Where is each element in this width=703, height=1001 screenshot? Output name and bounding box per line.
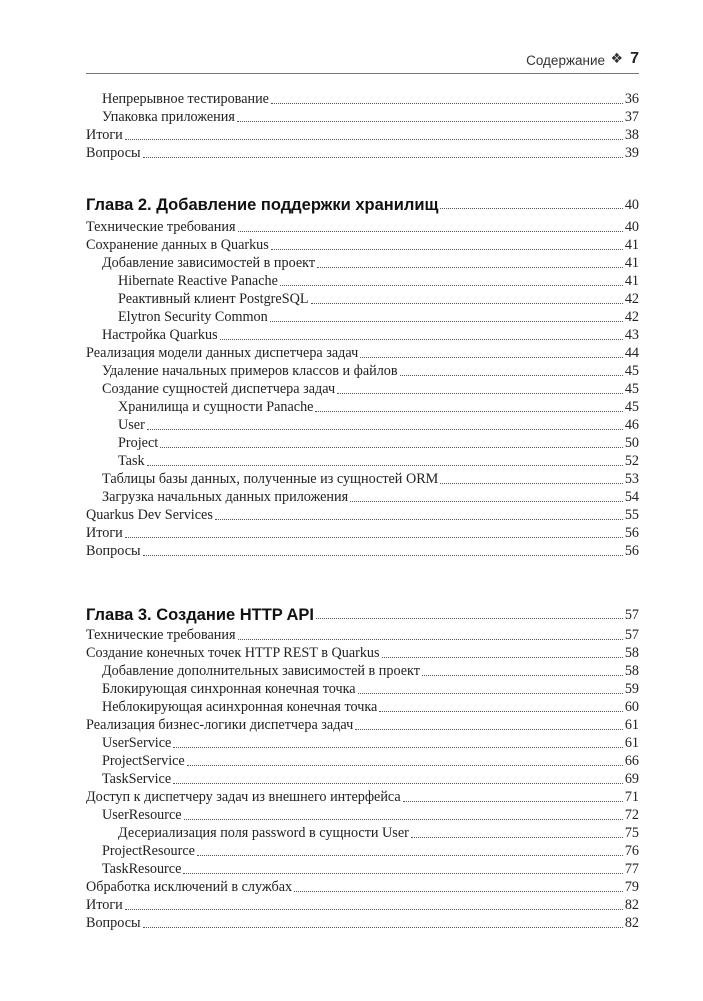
toc-entry-page: 40 bbox=[624, 197, 639, 213]
toc-entry-page: 41 bbox=[624, 237, 639, 253]
toc-entry[interactable] bbox=[86, 272, 639, 290]
toc-entry-page: 58 bbox=[624, 663, 639, 679]
toc-entry-page: 54 bbox=[624, 489, 639, 505]
dot-leader bbox=[187, 765, 623, 766]
toc-entry-page: 39 bbox=[624, 145, 639, 161]
toc-entry[interactable] bbox=[86, 806, 639, 824]
toc-entry-page: 69 bbox=[624, 771, 639, 787]
toc-entry[interactable] bbox=[86, 452, 639, 470]
dot-leader bbox=[350, 501, 623, 502]
dot-leader bbox=[238, 231, 623, 232]
toc-entry-page: 52 bbox=[624, 453, 639, 469]
toc-entry[interactable] bbox=[86, 470, 639, 488]
toc-entry[interactable] bbox=[86, 662, 639, 680]
dot-leader bbox=[337, 393, 623, 394]
dot-leader bbox=[382, 657, 623, 658]
dot-leader bbox=[125, 909, 623, 910]
toc-entry-page: 50 bbox=[624, 435, 639, 451]
toc-entry-page: 43 bbox=[624, 327, 639, 343]
dot-leader bbox=[143, 555, 623, 556]
toc-entry-page: 82 bbox=[624, 915, 639, 931]
toc-entry[interactable] bbox=[86, 254, 639, 272]
toc-entry[interactable] bbox=[86, 860, 639, 878]
dot-leader bbox=[271, 103, 623, 104]
dot-leader bbox=[197, 855, 623, 856]
page-number: 7 bbox=[630, 50, 639, 67]
toc-entry[interactable] bbox=[86, 380, 639, 398]
toc-entry-title: Десериализация поля password в сущности User bbox=[118, 825, 409, 841]
dot-leader bbox=[183, 873, 622, 874]
toc-entry-page: 45 bbox=[624, 381, 639, 397]
toc-entry[interactable] bbox=[86, 842, 639, 860]
toc-entry-title: Реализация бизнес-логики диспетчера задач bbox=[86, 717, 354, 733]
toc-entry-title: Технические требования bbox=[86, 219, 236, 235]
dot-leader bbox=[400, 375, 623, 376]
toc-entry-title: Создание сущностей диспетчера задач bbox=[102, 381, 336, 397]
dot-leader bbox=[173, 783, 623, 784]
dot-leader bbox=[422, 675, 623, 676]
toc-entry-title: Неблокирующая асинхронная конечная точка bbox=[102, 699, 378, 715]
toc-entry-page: 37 bbox=[624, 109, 639, 125]
toc-entry-page: 57 bbox=[624, 627, 639, 643]
toc-entry-title: Добавление зависимостей в проект bbox=[102, 255, 316, 271]
toc-entry-title: Вопросы bbox=[86, 145, 141, 161]
toc-entry-title: Доступ к диспетчеру задач из внешнего интерфейса bbox=[86, 789, 401, 805]
toc-entry-page: 45 bbox=[624, 363, 639, 379]
toc-entry[interactable] bbox=[86, 734, 639, 752]
dot-leader bbox=[355, 729, 623, 730]
toc-entry[interactable] bbox=[86, 416, 639, 434]
toc-entry-title: Упаковка приложения bbox=[102, 109, 235, 125]
header-rule bbox=[86, 73, 639, 74]
toc-entry-page: 41 bbox=[624, 255, 639, 271]
ornament-icon: ❖ bbox=[610, 51, 623, 67]
toc-entry-title: ProjectResource bbox=[102, 843, 195, 859]
toc-entry-page: 46 bbox=[624, 417, 639, 433]
dot-leader bbox=[237, 121, 623, 122]
toc-entry-page: 45 bbox=[624, 399, 639, 415]
toc-entry[interactable] bbox=[86, 308, 639, 326]
toc-entry-page: 57 bbox=[624, 607, 639, 623]
dot-leader bbox=[147, 429, 623, 430]
toc-entry[interactable] bbox=[86, 644, 639, 662]
dot-leader bbox=[316, 618, 623, 619]
toc-entry-title: Вопросы bbox=[86, 915, 141, 931]
toc-entry-title: Хранилища и сущности Panache bbox=[118, 399, 314, 415]
toc-entry[interactable] bbox=[86, 698, 639, 716]
toc-entry[interactable] bbox=[86, 398, 639, 416]
toc-entry[interactable] bbox=[86, 90, 639, 108]
dot-leader bbox=[125, 537, 623, 538]
dot-leader bbox=[360, 357, 623, 358]
toc-entry[interactable] bbox=[86, 914, 639, 932]
toc-entry-title: Реактивный клиент PostgreSQL bbox=[118, 291, 309, 307]
toc-entry[interactable] bbox=[86, 488, 639, 506]
dot-leader bbox=[311, 303, 623, 304]
toc-entry[interactable] bbox=[86, 788, 639, 806]
toc-entry-page: 76 bbox=[624, 843, 639, 859]
toc-entry-title: Блокирующая синхронная конечная точка bbox=[102, 681, 356, 697]
toc-entry-page: 36 bbox=[624, 91, 639, 107]
toc-entry[interactable] bbox=[86, 824, 639, 842]
toc-entry[interactable] bbox=[86, 290, 639, 308]
dot-leader bbox=[440, 483, 623, 484]
toc-entry-page: 75 bbox=[624, 825, 639, 841]
toc-entry-title: Elytron Security Common bbox=[118, 309, 268, 325]
toc-entry-title: Непрерывное тестирование bbox=[102, 91, 269, 107]
toc-entry[interactable] bbox=[86, 752, 639, 770]
toc-entry[interactable] bbox=[86, 542, 639, 560]
dot-leader bbox=[173, 747, 622, 748]
toc-entry[interactable] bbox=[86, 218, 639, 236]
toc-entry-page: 61 bbox=[624, 735, 639, 751]
dot-leader bbox=[440, 208, 622, 209]
dot-leader bbox=[143, 927, 623, 928]
toc-entry-title: Обработка исключений в службах bbox=[86, 879, 293, 895]
toc-entry-page: 40 bbox=[624, 219, 639, 235]
toc-entry-page: 61 bbox=[624, 717, 639, 733]
dot-leader bbox=[358, 693, 623, 694]
toc-entry-title: Hibernate Reactive Panache bbox=[118, 273, 278, 289]
toc-entry-page: 42 bbox=[624, 291, 639, 307]
toc-entry-page: 56 bbox=[624, 525, 639, 541]
toc-entry[interactable] bbox=[86, 144, 639, 162]
chapter-heading[interactable] bbox=[86, 600, 639, 624]
toc-entry-title: Глава 2. Добавление поддержки хранилищ bbox=[86, 196, 439, 214]
toc-entry[interactable] bbox=[86, 126, 639, 144]
chapter-heading[interactable] bbox=[86, 190, 639, 214]
dot-leader bbox=[125, 139, 623, 140]
toc-entry[interactable] bbox=[86, 680, 639, 698]
toc-entry[interactable] bbox=[86, 770, 639, 788]
dot-leader bbox=[270, 321, 623, 322]
toc-entry-page: 82 bbox=[624, 897, 639, 913]
toc-entry-title: User bbox=[118, 417, 145, 433]
toc-entry-page: 60 bbox=[624, 699, 639, 715]
toc-entry-title: Настройка Quarkus bbox=[102, 327, 218, 343]
toc-entry-title: Добавление дополнительных зависимостей в проект bbox=[102, 663, 420, 679]
toc-entry-page: 42 bbox=[624, 309, 639, 325]
toc-entry-title: Удаление начальных примеров классов и файлов bbox=[102, 363, 398, 379]
dot-leader bbox=[280, 285, 623, 286]
toc-entry-page: 56 bbox=[624, 543, 639, 559]
dot-leader bbox=[143, 157, 623, 158]
toc-entry-page: 55 bbox=[624, 507, 639, 523]
toc-entry-title: Project bbox=[118, 435, 159, 451]
toc-entry-title: UserResource bbox=[102, 807, 182, 823]
dot-leader bbox=[215, 519, 623, 520]
toc-entry-page: 72 bbox=[624, 807, 639, 823]
toc-entry-title: Итоги bbox=[86, 525, 123, 541]
toc-entry[interactable] bbox=[86, 716, 639, 734]
toc-entry-title: Quarkus Dev Services bbox=[86, 507, 213, 523]
toc-entry-title: Таблицы базы данных, полученные из сущностей ORM bbox=[102, 471, 439, 487]
toc-entry-page: 66 bbox=[624, 753, 639, 769]
dot-leader bbox=[294, 891, 623, 892]
toc-entry-title: Task bbox=[118, 453, 145, 469]
toc-entry-page: 41 bbox=[624, 273, 639, 289]
toc-entry-title: Сохранение данных в Quarkus bbox=[86, 237, 269, 253]
toc-entry-title: Глава 3. Создание HTTP API bbox=[86, 606, 314, 624]
toc-entry-title: Вопросы bbox=[86, 543, 141, 559]
toc-entry-title: Загрузка начальных данных приложения bbox=[102, 489, 349, 505]
running-head bbox=[86, 50, 639, 72]
dot-leader bbox=[184, 819, 623, 820]
toc-entry[interactable] bbox=[86, 626, 639, 644]
dot-leader bbox=[147, 465, 623, 466]
toc-entry-title: TaskResource bbox=[102, 861, 182, 877]
running-head-title: Содержание bbox=[526, 53, 605, 68]
toc-entry[interactable] bbox=[86, 878, 639, 896]
toc-entry[interactable] bbox=[86, 896, 639, 914]
toc-entry-page: 38 bbox=[624, 127, 639, 143]
toc-entry-page: 77 bbox=[624, 861, 639, 877]
toc-entry[interactable] bbox=[86, 326, 639, 344]
toc-entry[interactable] bbox=[86, 506, 639, 524]
toc-entry[interactable] bbox=[86, 362, 639, 380]
dot-leader bbox=[238, 639, 623, 640]
toc-entry[interactable] bbox=[86, 108, 639, 126]
toc-entry-page: 59 bbox=[624, 681, 639, 697]
toc-entry-page: 79 bbox=[624, 879, 639, 895]
toc-entry-title: TaskService bbox=[102, 771, 172, 787]
toc-entry-page: 58 bbox=[624, 645, 639, 661]
dot-leader bbox=[317, 267, 623, 268]
toc-entry[interactable] bbox=[86, 344, 639, 362]
toc-entry[interactable] bbox=[86, 236, 639, 254]
toc-entry-title: Итоги bbox=[86, 127, 123, 143]
toc-entry-title: ProjectService bbox=[102, 753, 185, 769]
toc-entry-page: 71 bbox=[624, 789, 639, 805]
toc-entry-title: Создание конечных точек HTTP REST в Quarkus bbox=[86, 645, 380, 661]
dot-leader bbox=[411, 837, 623, 838]
toc-entry-title: Технические требования bbox=[86, 627, 236, 643]
toc-entry-title: Итоги bbox=[86, 897, 123, 913]
dot-leader bbox=[315, 411, 622, 412]
toc-entry-page: 44 bbox=[624, 345, 639, 361]
dot-leader bbox=[271, 249, 623, 250]
toc-entry[interactable] bbox=[86, 434, 639, 452]
toc-entry-title: UserService bbox=[102, 735, 172, 751]
dot-leader bbox=[160, 447, 623, 448]
toc-entry[interactable] bbox=[86, 524, 639, 542]
dot-leader bbox=[220, 339, 623, 340]
dot-leader bbox=[379, 711, 622, 712]
toc-entry-title: Реализация модели данных диспетчера задач bbox=[86, 345, 359, 361]
dot-leader bbox=[403, 801, 623, 802]
toc-entry-page: 53 bbox=[624, 471, 639, 487]
